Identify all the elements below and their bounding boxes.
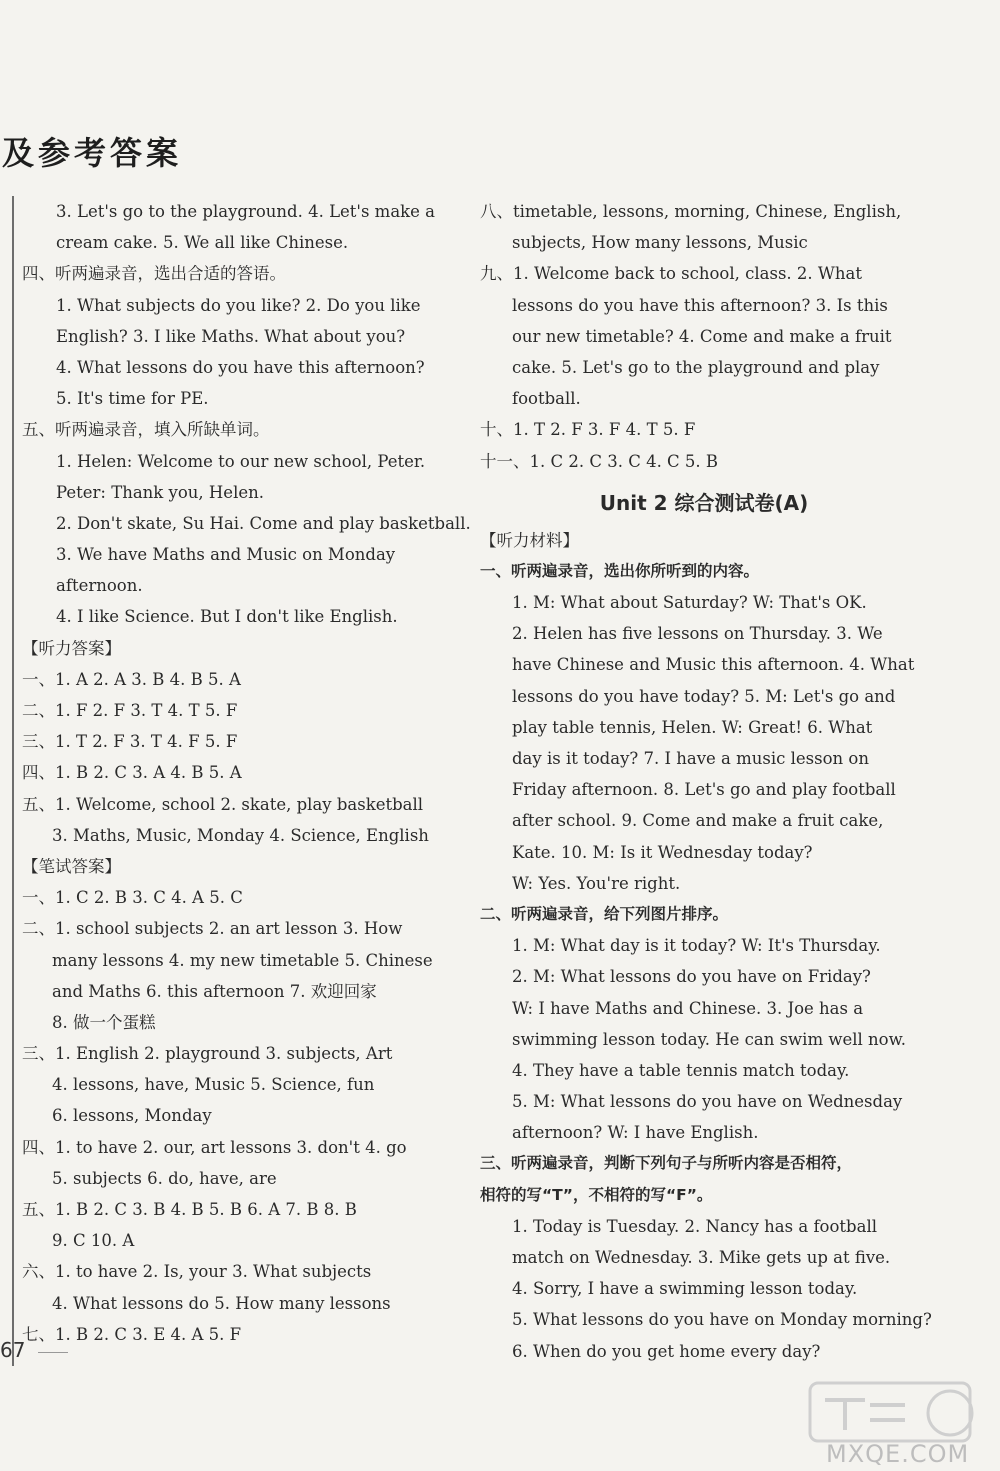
watermark-text: MXQE.COM bbox=[826, 1440, 970, 1468]
text-line: W: I have Maths and Chinese. 3. Joe has a bbox=[512, 998, 864, 1018]
page-title: 及参考答案 bbox=[2, 134, 183, 172]
text-line: 十一、1. C 2. C 3. C 4. C 5. B bbox=[480, 451, 719, 471]
text-line: 1. Today is Tuesday. 2. Nancy has a football bbox=[512, 1216, 877, 1236]
text-line: swimming lesson today. He can swim well now. bbox=[512, 1029, 907, 1049]
text-line: afternoon? W: I have English. bbox=[512, 1123, 759, 1143]
text-line: have Chinese and Music this afternoon. 4. What bbox=[512, 655, 915, 675]
text-line: English? 3. I like Maths. What about you? bbox=[56, 326, 406, 346]
text-line: 9. C 10. A bbox=[52, 1231, 135, 1251]
text-line: 4. I like Science. But I don't like English. bbox=[56, 607, 398, 627]
page-number-rule bbox=[38, 1352, 68, 1353]
text-line: cake. 5. Let's go to the playground and play bbox=[512, 357, 880, 377]
text-line: 五、听两遍录音，填入所缺单词。 bbox=[22, 420, 270, 440]
text-line: 六、1. to have 2. Is, your 3. What subjects bbox=[22, 1262, 372, 1282]
text-line: 5. It's time for PE. bbox=[56, 389, 209, 409]
text-line: our new timetable? 4. Come and make a fruit bbox=[512, 326, 892, 346]
text-line: 4. What lessons do you have this afternoon? bbox=[56, 357, 425, 377]
text-line: day is it today? 7. I have a music lesson on bbox=[512, 749, 869, 768]
text-line: 二、1. F 2. F 3. T 4. T 5. F bbox=[22, 701, 238, 720]
text-line: afternoon. bbox=[56, 576, 143, 596]
text-line: 【听力答案】 bbox=[22, 638, 121, 658]
text-line: 4. Sorry, I have a swimming lesson today. bbox=[512, 1279, 858, 1299]
text-line: 十、1. T 2. F 3. F 4. T 5. F bbox=[480, 420, 696, 440]
text-line: 二、1. school subjects 2. an art lesson 3. How bbox=[22, 919, 403, 939]
text-line: 【笔试答案】 bbox=[22, 856, 121, 876]
right-column bbox=[480, 196, 932, 1367]
text-line: 一、听两遍录音，选出你所听到的内容。 bbox=[480, 561, 760, 580]
text-line: 五、1. Welcome, school 2. skate, play basketball bbox=[22, 794, 424, 814]
text-line: subjects, How many lessons, Music bbox=[512, 233, 808, 253]
text-line: 四、1. B 2. C 3. A 4. B 5. A bbox=[22, 763, 242, 783]
text-line: many lessons 4. my new timetable 5. Chinese bbox=[52, 950, 433, 970]
text-line: 1. M: What day is it today? W: It's Thursday. bbox=[512, 936, 881, 956]
text-line: football. bbox=[512, 389, 581, 409]
text-line: Friday afternoon. 8. Let's go and play football bbox=[512, 780, 896, 800]
text-line: 1. What subjects do you like? 2. Do you like bbox=[56, 295, 421, 315]
text-line: 一、1. A 2. A 3. B 4. B 5. A bbox=[22, 669, 241, 689]
text-line: 4. They have a table tennis match today. bbox=[512, 1060, 850, 1080]
text-line: 八、timetable, lessons, morning, Chinese, English, bbox=[480, 202, 902, 221]
text-line: 三、听两遍录音，判断下列句子与所听内容是否相符， bbox=[480, 1154, 853, 1173]
text-line: 三、1. T 2. F 3. T 4. F 5. F bbox=[22, 732, 238, 752]
text-line: 一、1. C 2. B 3. C 4. A 5. C bbox=[22, 888, 243, 908]
page-number: 67 bbox=[0, 1338, 26, 1362]
text-line: 五、1. B 2. C 3. B 4. B 5. B 6. A 7. B 8. B bbox=[22, 1200, 357, 1219]
margin-rule bbox=[12, 196, 14, 1366]
text-line: match on Wednesday. 3. Mike gets up at five. bbox=[512, 1248, 891, 1267]
text-line: 3. We have Maths and Music on Monday bbox=[56, 545, 396, 565]
text-line: 四、1. to have 2. our, art lessons 3. don't 4. go bbox=[22, 1137, 407, 1157]
text-line: 二、听两遍录音，给下列图片排序。 bbox=[480, 904, 729, 923]
text-line: 6. lessons, Monday bbox=[52, 1106, 212, 1126]
text-line: and Maths 6. this afternoon 7. 欢迎回家 bbox=[52, 981, 377, 1001]
text-line: 1. M: What about Saturday? W: That's OK. bbox=[512, 593, 867, 613]
text-line: W: Yes. You're right. bbox=[512, 873, 681, 893]
text-line: 2. Don't skate, Su Hai. Come and play basketball. bbox=[56, 513, 471, 533]
text-line: 3. Let's go to the playground. 4. Let's make a bbox=[56, 202, 436, 221]
text-line: 七、1. B 2. C 3. E 4. A 5. F bbox=[22, 1324, 242, 1344]
right-column-bottom bbox=[480, 525, 932, 1367]
text-line: Peter: Thank you, Helen. bbox=[56, 482, 264, 502]
text-line: 2. M: What lessons do you have on Friday? bbox=[512, 967, 871, 987]
text-line: 九、1. Welcome back to school, class. 2. What bbox=[480, 264, 862, 284]
text-line: play table tennis, Helen. W: Great! 6. What bbox=[512, 717, 873, 737]
text-line: 5. subjects 6. do, have, are bbox=[52, 1168, 277, 1188]
text-line: 四、听两遍录音，选出合适的答语。 bbox=[22, 264, 286, 284]
right-column-top bbox=[480, 196, 928, 477]
text-line: 2. Helen has five lessons on Thursday. 3. We bbox=[512, 624, 883, 644]
unit-title: Unit 2 综合测试卷(A) bbox=[599, 490, 809, 515]
text-line: lessons do you have today? 5. M: Let's go and bbox=[512, 686, 896, 706]
text-line: 3. Maths, Music, Monday 4. Science, English bbox=[52, 825, 429, 845]
text-line: lessons do you have this afternoon? 3. Is this bbox=[512, 295, 888, 315]
left-column bbox=[22, 196, 470, 1350]
text-line: 4. What lessons do 5. How many lessons bbox=[52, 1293, 391, 1313]
text-line: 8. 做一个蛋糕 bbox=[52, 1012, 156, 1032]
text-line: 1. Helen: Welcome to our new school, Peter. bbox=[56, 451, 426, 471]
text-line: 【听力材料】 bbox=[480, 530, 579, 550]
text-line: 6. When do you get home every day? bbox=[512, 1341, 821, 1361]
text-line: Kate. 10. M: Is it Wednesday today? bbox=[512, 842, 813, 862]
text-line: 三、1. English 2. playground 3. subjects, Art bbox=[22, 1044, 393, 1064]
text-line: cream cake. 5. We all like Chinese. bbox=[56, 233, 349, 253]
text-line: 4. lessons, have, Music 5. Science, fun bbox=[52, 1075, 375, 1095]
text-line: 5. What lessons do you have on Monday morning? bbox=[512, 1310, 932, 1330]
text-line: after school. 9. Come and make a fruit cake, bbox=[512, 811, 884, 831]
text-line: 相符的写“T”，不相符的写“F”。 bbox=[480, 1185, 713, 1204]
text-line: 5. M: What lessons do you have on Wednesday bbox=[512, 1092, 903, 1112]
